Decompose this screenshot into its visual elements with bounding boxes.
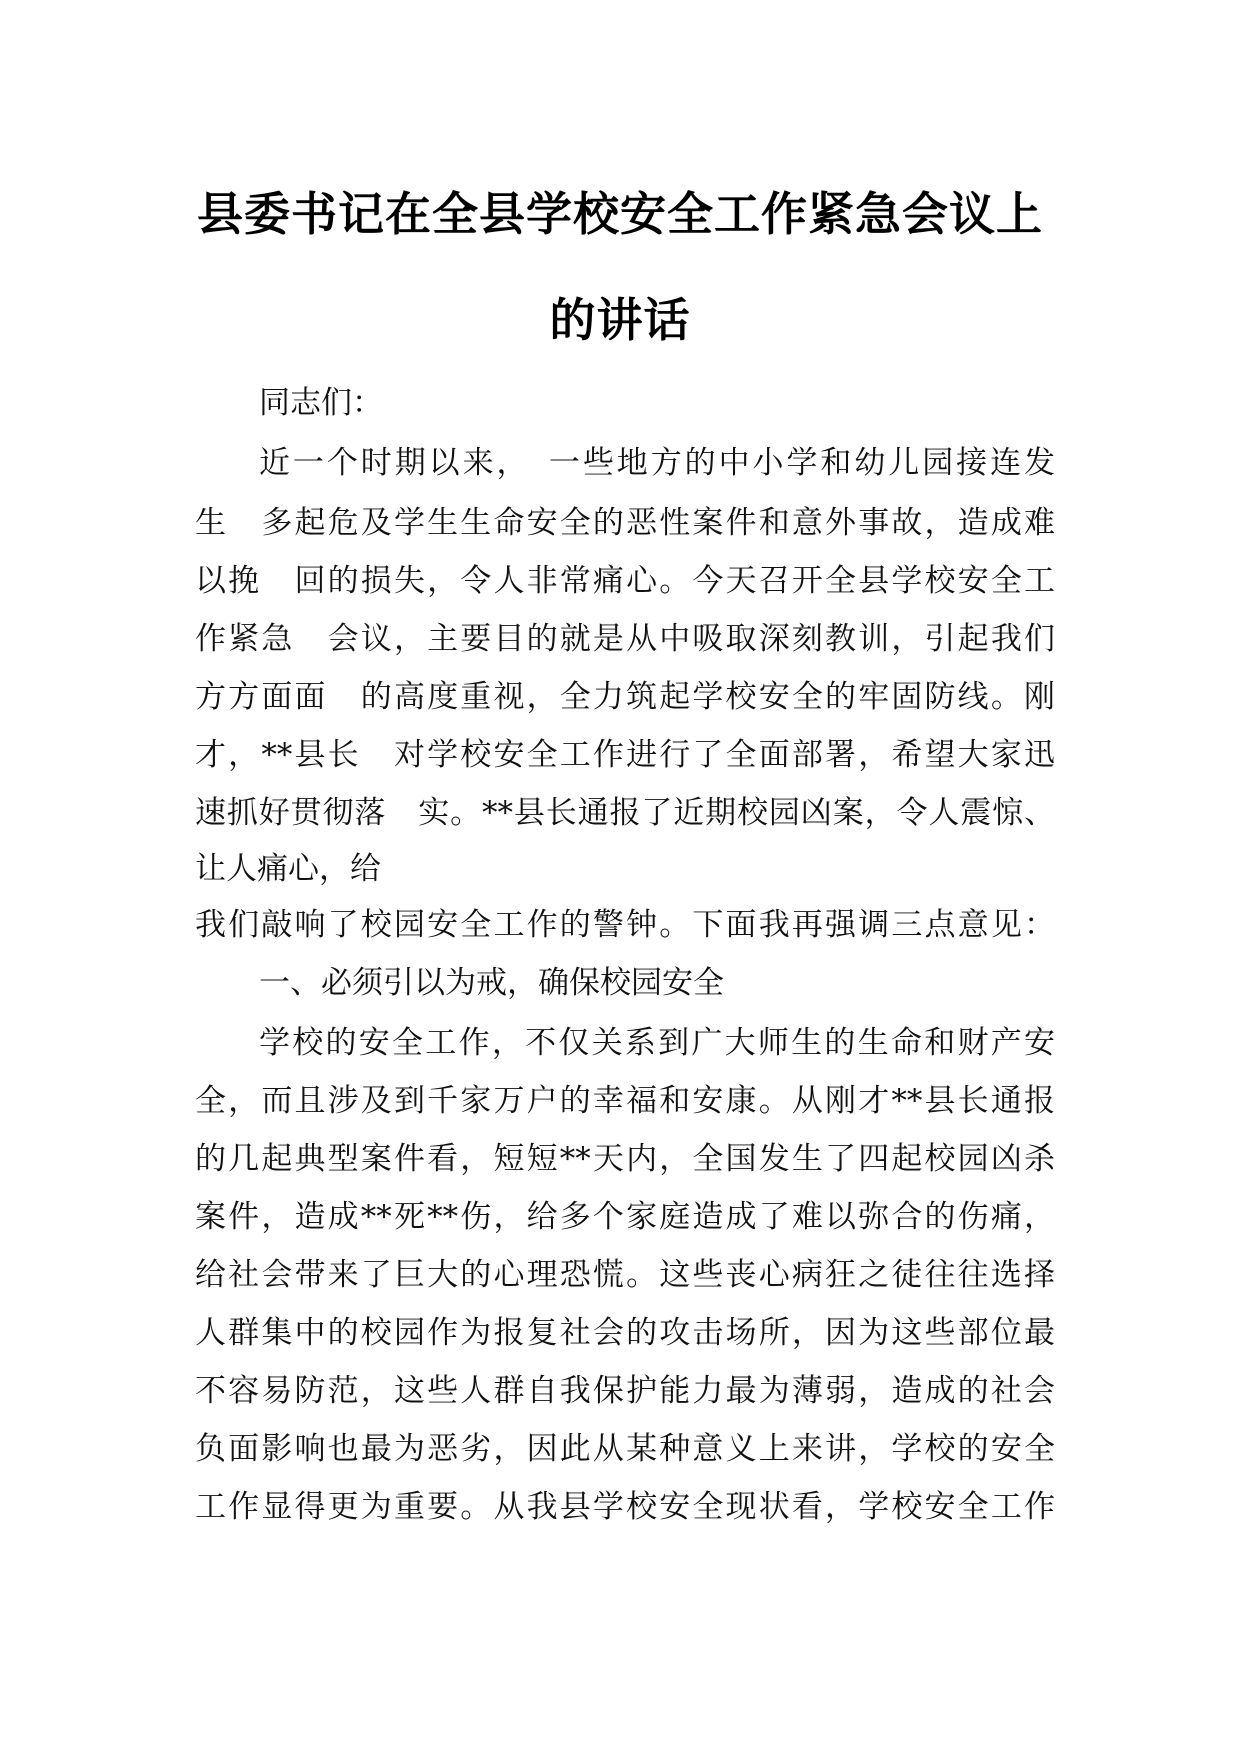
paragraph-line: 给社会带来了巨大的心理恐慌。这些丧心病狂之徒往往选择: [195, 1257, 1055, 1293]
paragraph-line: 案件，造成**死**伤，给多个家庭造成了难以弥合的伤痛，: [195, 1199, 1055, 1235]
document-title-line-1: 县委书记在全县学校安全工作紧急会议上: [197, 187, 1043, 241]
paragraph-line: 近一个时期以来， 一些地方的中小学和幼儿园接连发: [259, 445, 1055, 481]
paragraph-line: 方方面面 的高度重视，全力筑起学校安全的牢固防线。刚: [195, 679, 1055, 715]
paragraph-line: 全，而且涉及到千家万户的幸福和安康。从刚才**县长通报: [195, 1083, 1055, 1119]
paragraph-line: 生 多起危及学生生命安全的恶性案件和意外事故，造成难: [195, 505, 1055, 541]
paragraph-line: 的几起典型案件看，短短**天内，全国发生了四起校园凶杀: [195, 1141, 1055, 1177]
paragraph-line: 才，**县长 对学校安全工作进行了全面部署，希望大家迅: [195, 737, 1055, 773]
paragraph-line: 负面影响也最为恶劣，因此从某种意义上来讲，学校的安全: [195, 1431, 1055, 1467]
paragraph-line: 作紧急 会议，主要目的就是从中吸取深刻教训，引起我们: [195, 621, 1055, 657]
paragraph-line: 学校的安全工作，不仅关系到广大师生的生命和财产安: [259, 1025, 1055, 1061]
document-title-line-2: 的讲话: [549, 293, 691, 347]
paragraph-line: 以挽 回的损失，令人非常痛心。今天召开全县学校安全工: [195, 563, 1055, 599]
section-heading-1: 一、必须引以为戒，确保校园安全: [259, 965, 724, 1001]
paragraph-line: 不容易防范，这些人群自我保护能力最为薄弱，造成的社会: [195, 1373, 1055, 1409]
paragraph-line: 速抓好贯彻落 实。**县长通报了近期校园凶案，令人震惊、: [195, 795, 1055, 831]
paragraph-line: 我们敲响了校园安全工作的警钟。下面我再强调三点意见：: [195, 907, 1055, 943]
salutation: 同志们：: [259, 385, 383, 421]
paragraph-line: 人群集中的校园作为报复社会的攻击场所，因为这些部位最: [195, 1315, 1055, 1351]
paragraph-line: 工作显得更为重要。从我县学校安全现状看，学校安全工作: [195, 1489, 1055, 1525]
paragraph-line: 让人痛心，给: [195, 851, 381, 887]
